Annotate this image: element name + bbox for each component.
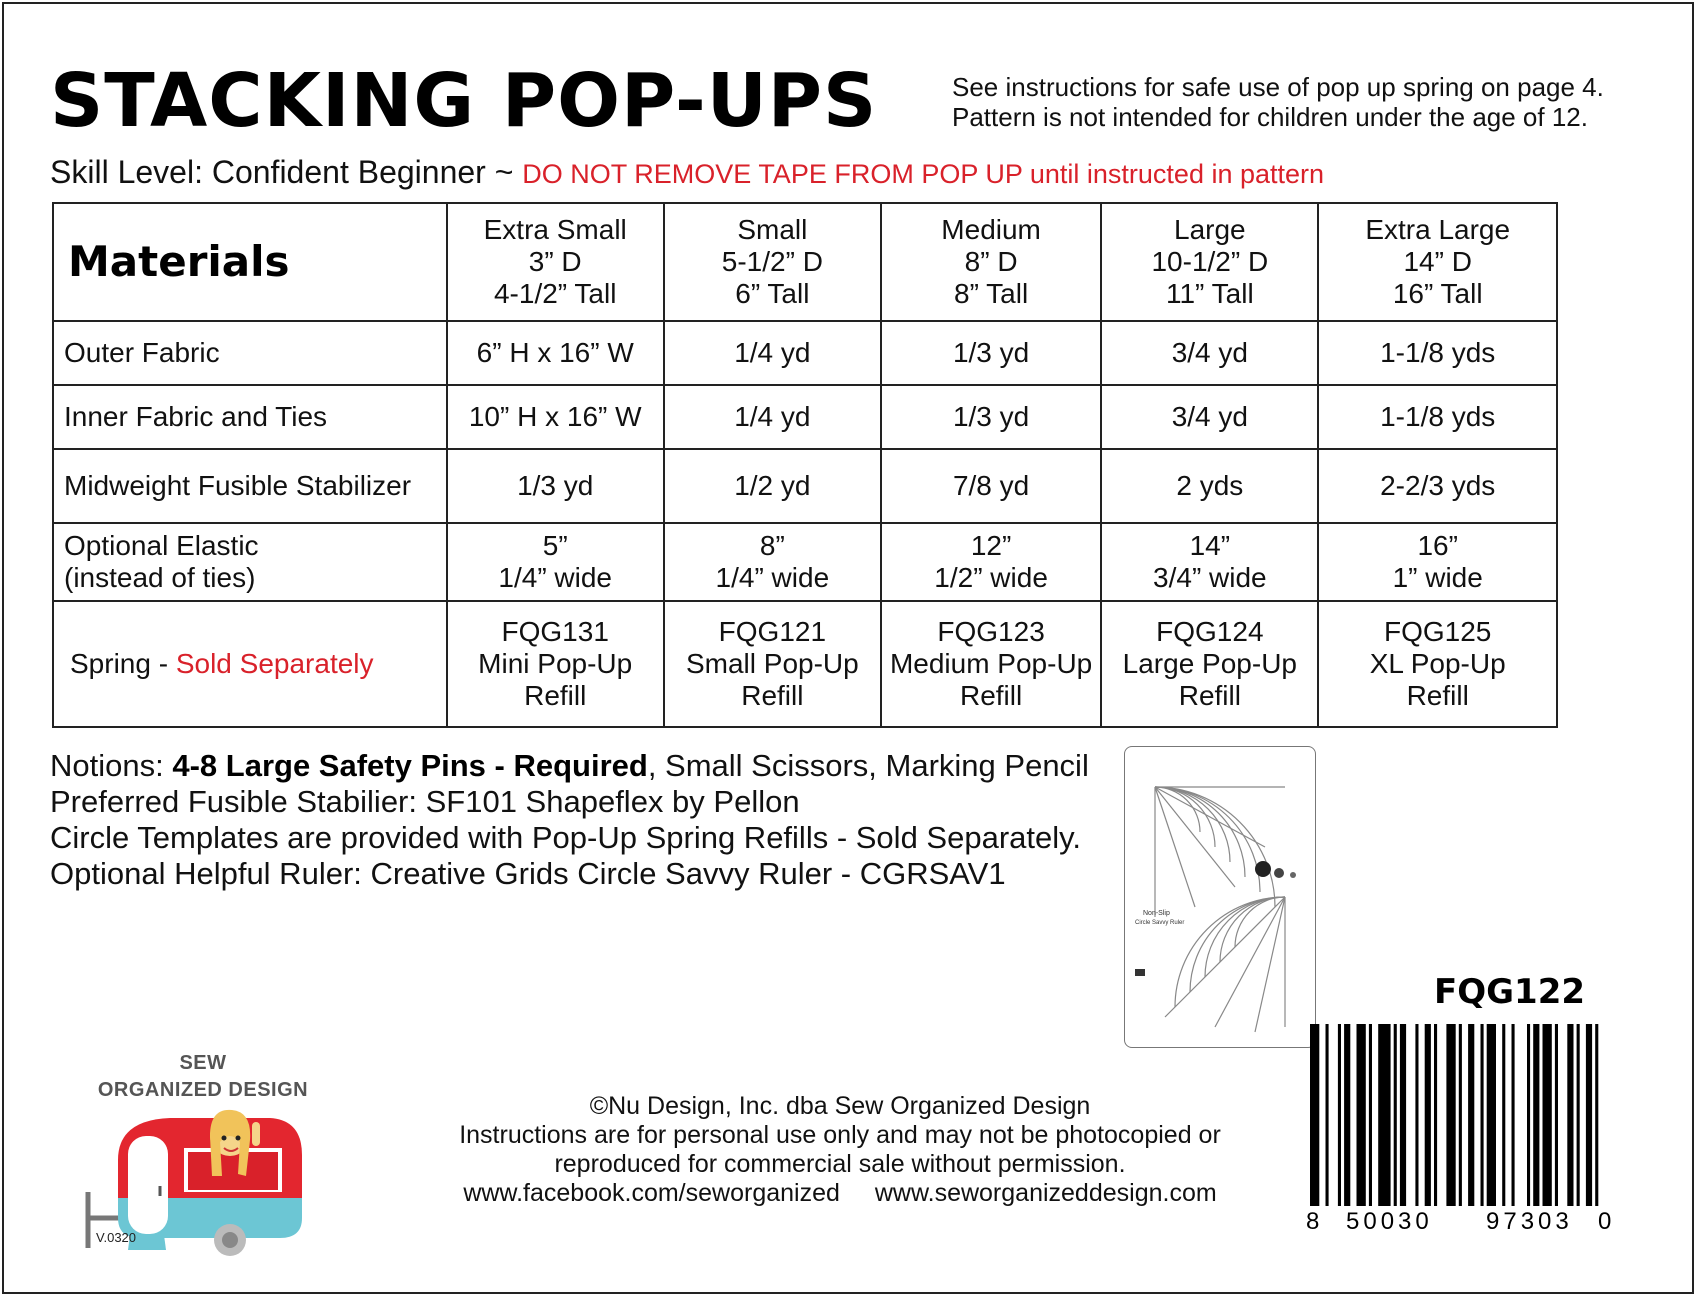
row-label: Midweight Fusible Stabilizer: [53, 449, 447, 523]
page-title: STACKING POP-UPS: [50, 58, 878, 144]
table-row: [53, 449, 1557, 523]
barcode-digits-left: 50030: [1346, 1208, 1433, 1235]
table-cell: 1/3 yd: [881, 321, 1101, 385]
barcode-bar: [1326, 1024, 1329, 1206]
table-row: [53, 601, 1557, 727]
table-cell: 5” 1/4” wide: [447, 523, 664, 601]
safety-notes: [952, 72, 1604, 132]
barcode-bar: [1446, 1024, 1455, 1206]
materials-table: [52, 202, 1558, 728]
url-line: [380, 1179, 1300, 1208]
table-cell: 3/4 yd: [1101, 321, 1318, 385]
usage-line: reproduced for commercial sale without permission.: [554, 1150, 1126, 1178]
size-header: Extra Small 3” D 4-1/2” Tall: [447, 203, 664, 321]
table-cell: FQG125 XL Pop-Up Refill: [1318, 601, 1557, 727]
table-cell: FQG121 Small Pop-Up Refill: [664, 601, 881, 727]
stabilizer-line: Preferred Fusible Stabilier: SF101 Shapeflex by Pellon: [50, 784, 800, 819]
barcode-bar: [1425, 1024, 1431, 1206]
barcode-digit-first: 8: [1306, 1208, 1320, 1235]
barcode: [1306, 1024, 1612, 1234]
barcode-bar: [1543, 1024, 1552, 1206]
barcode-bar: [1369, 1024, 1372, 1206]
table-cell: 8” 1/4” wide: [664, 523, 881, 601]
row-label: Outer Fabric: [53, 321, 447, 385]
table-row: [53, 385, 1557, 449]
ruler-label-line2: Circle Savvy Ruler: [1135, 920, 1185, 926]
barcode-bar: [1502, 1024, 1505, 1206]
barcode-bar: [1533, 1024, 1539, 1206]
table-header-row: [53, 203, 1557, 321]
table-cell: 16” 1” wide: [1318, 523, 1557, 601]
barcode-digit-last: 0: [1598, 1208, 1612, 1235]
barcode-bar: [1434, 1024, 1437, 1206]
table-cell: 1-1/8 yds: [1318, 321, 1557, 385]
barcode-bar: [1400, 1024, 1406, 1206]
version-label: V.0320: [96, 1230, 137, 1245]
skill-level-text: Skill Level: Confident Beginner ~: [50, 154, 523, 190]
table-cell: 14” 3/4” wide: [1101, 523, 1318, 601]
barcode-bar: [1415, 1024, 1418, 1206]
templates-line: Circle Templates are provided with Pop-Up Spring Refills - Sold Separately.: [50, 820, 1081, 855]
safety-note-line: See instructions for safe use of pop up spring on page 4.: [952, 72, 1604, 102]
table-cell: 10” H x 16” W: [447, 385, 664, 449]
barcode-bar: [1512, 1024, 1515, 1206]
barcode-bar: [1310, 1024, 1319, 1206]
row-label: Spring - Sold Separately: [53, 601, 447, 727]
facebook-url[interactable]: www.facebook.com/seworganized: [463, 1179, 840, 1207]
table-row: [53, 523, 1557, 601]
row-label: Inner Fabric and Ties: [53, 385, 447, 449]
copyright-line: ©Nu Design, Inc. dba Sew Organized Design: [589, 1092, 1091, 1120]
barcode-bar: [1595, 1024, 1598, 1206]
circle-ruler-image: [1124, 746, 1316, 1048]
barcode-bar: [1344, 1024, 1350, 1206]
notions-line: Notions: 4-8 Large Safety Pins - Required, Small Scissors, Marking Pencil: [50, 748, 1089, 783]
size-header: Large 10-1/2” D 11” Tall: [1101, 203, 1318, 321]
table-cell: 1/3 yd: [881, 385, 1101, 449]
materials-heading: Materials: [53, 203, 447, 321]
table-cell: 1/4 yd: [664, 385, 881, 449]
barcode-bar: [1487, 1024, 1496, 1206]
safety-note-line: Pattern is not intended for children under the age of 12.: [952, 102, 1588, 132]
ruler-drawing: [1125, 747, 1315, 1047]
usage-line: Instructions are for personal use only and may not be photocopied or: [459, 1121, 1221, 1149]
barcode-bar: [1468, 1024, 1474, 1206]
table-cell: 1/2 yd: [664, 449, 881, 523]
notions-section: [50, 748, 1089, 892]
table-cell: 2 yds: [1101, 449, 1318, 523]
table-row: [53, 321, 1557, 385]
table-cell: 3/4 yd: [1101, 385, 1318, 449]
copyright-footer: [380, 1092, 1300, 1208]
size-header: Small 5-1/2” D 6” Tall: [664, 203, 881, 321]
barcode-bar: [1481, 1024, 1484, 1206]
barcode-bar: [1586, 1024, 1592, 1206]
skill-level: [50, 154, 1324, 191]
barcode-bar: [1338, 1024, 1341, 1206]
table-cell: FQG124 Large Pop-Up Refill: [1101, 601, 1318, 727]
barcode-bar: [1357, 1024, 1366, 1206]
barcode-bar: [1567, 1024, 1573, 1206]
ruler-line: Optional Helpful Ruler: Creative Grids Circle Savvy Ruler - CGRSAV1: [50, 856, 1006, 891]
table-cell: FQG123 Medium Pop-Up Refill: [881, 601, 1101, 727]
barcode-bar: [1394, 1024, 1397, 1206]
brand-logo-text: [88, 1050, 318, 1104]
barcode-bar: [1527, 1024, 1530, 1206]
barcode-digits-right: 97303: [1486, 1208, 1573, 1235]
logo-line2: ORGANIZED DESIGN: [97, 1079, 309, 1101]
row-label: Optional Elastic (instead of ties): [53, 523, 447, 601]
table-cell: 7/8 yd: [881, 449, 1101, 523]
table-cell: 6” H x 16” W: [447, 321, 664, 385]
table-cell: FQG131 Mini Pop-Up Refill: [447, 601, 664, 727]
table-cell: 12” 1/2” wide: [881, 523, 1101, 601]
table-cell: 1/3 yd: [447, 449, 664, 523]
table-cell: 2-2/3 yds: [1318, 449, 1557, 523]
barcode-bar: [1378, 1024, 1390, 1206]
barcode-bar: [1555, 1024, 1558, 1206]
logo-line1: SEW: [179, 1052, 227, 1074]
tape-warning: DO NOT REMOVE TAPE FROM POP UP until instructed in pattern: [522, 159, 1325, 189]
barcode-bars: [1306, 1024, 1612, 1216]
website-url[interactable]: www.seworganizeddesign.com: [874, 1179, 1217, 1207]
product-code: FQG122: [1434, 972, 1586, 1012]
ruler-label-line1: Non-Slip: [1143, 910, 1170, 917]
barcode-bar: [1577, 1024, 1580, 1206]
size-header: Extra Large 14” D 16” Tall: [1318, 203, 1557, 321]
barcode-bar: [1459, 1024, 1462, 1206]
size-header: Medium 8” D 8” Tall: [881, 203, 1101, 321]
table-cell: 1-1/8 yds: [1318, 385, 1557, 449]
table-cell: 1/4 yd: [664, 321, 881, 385]
